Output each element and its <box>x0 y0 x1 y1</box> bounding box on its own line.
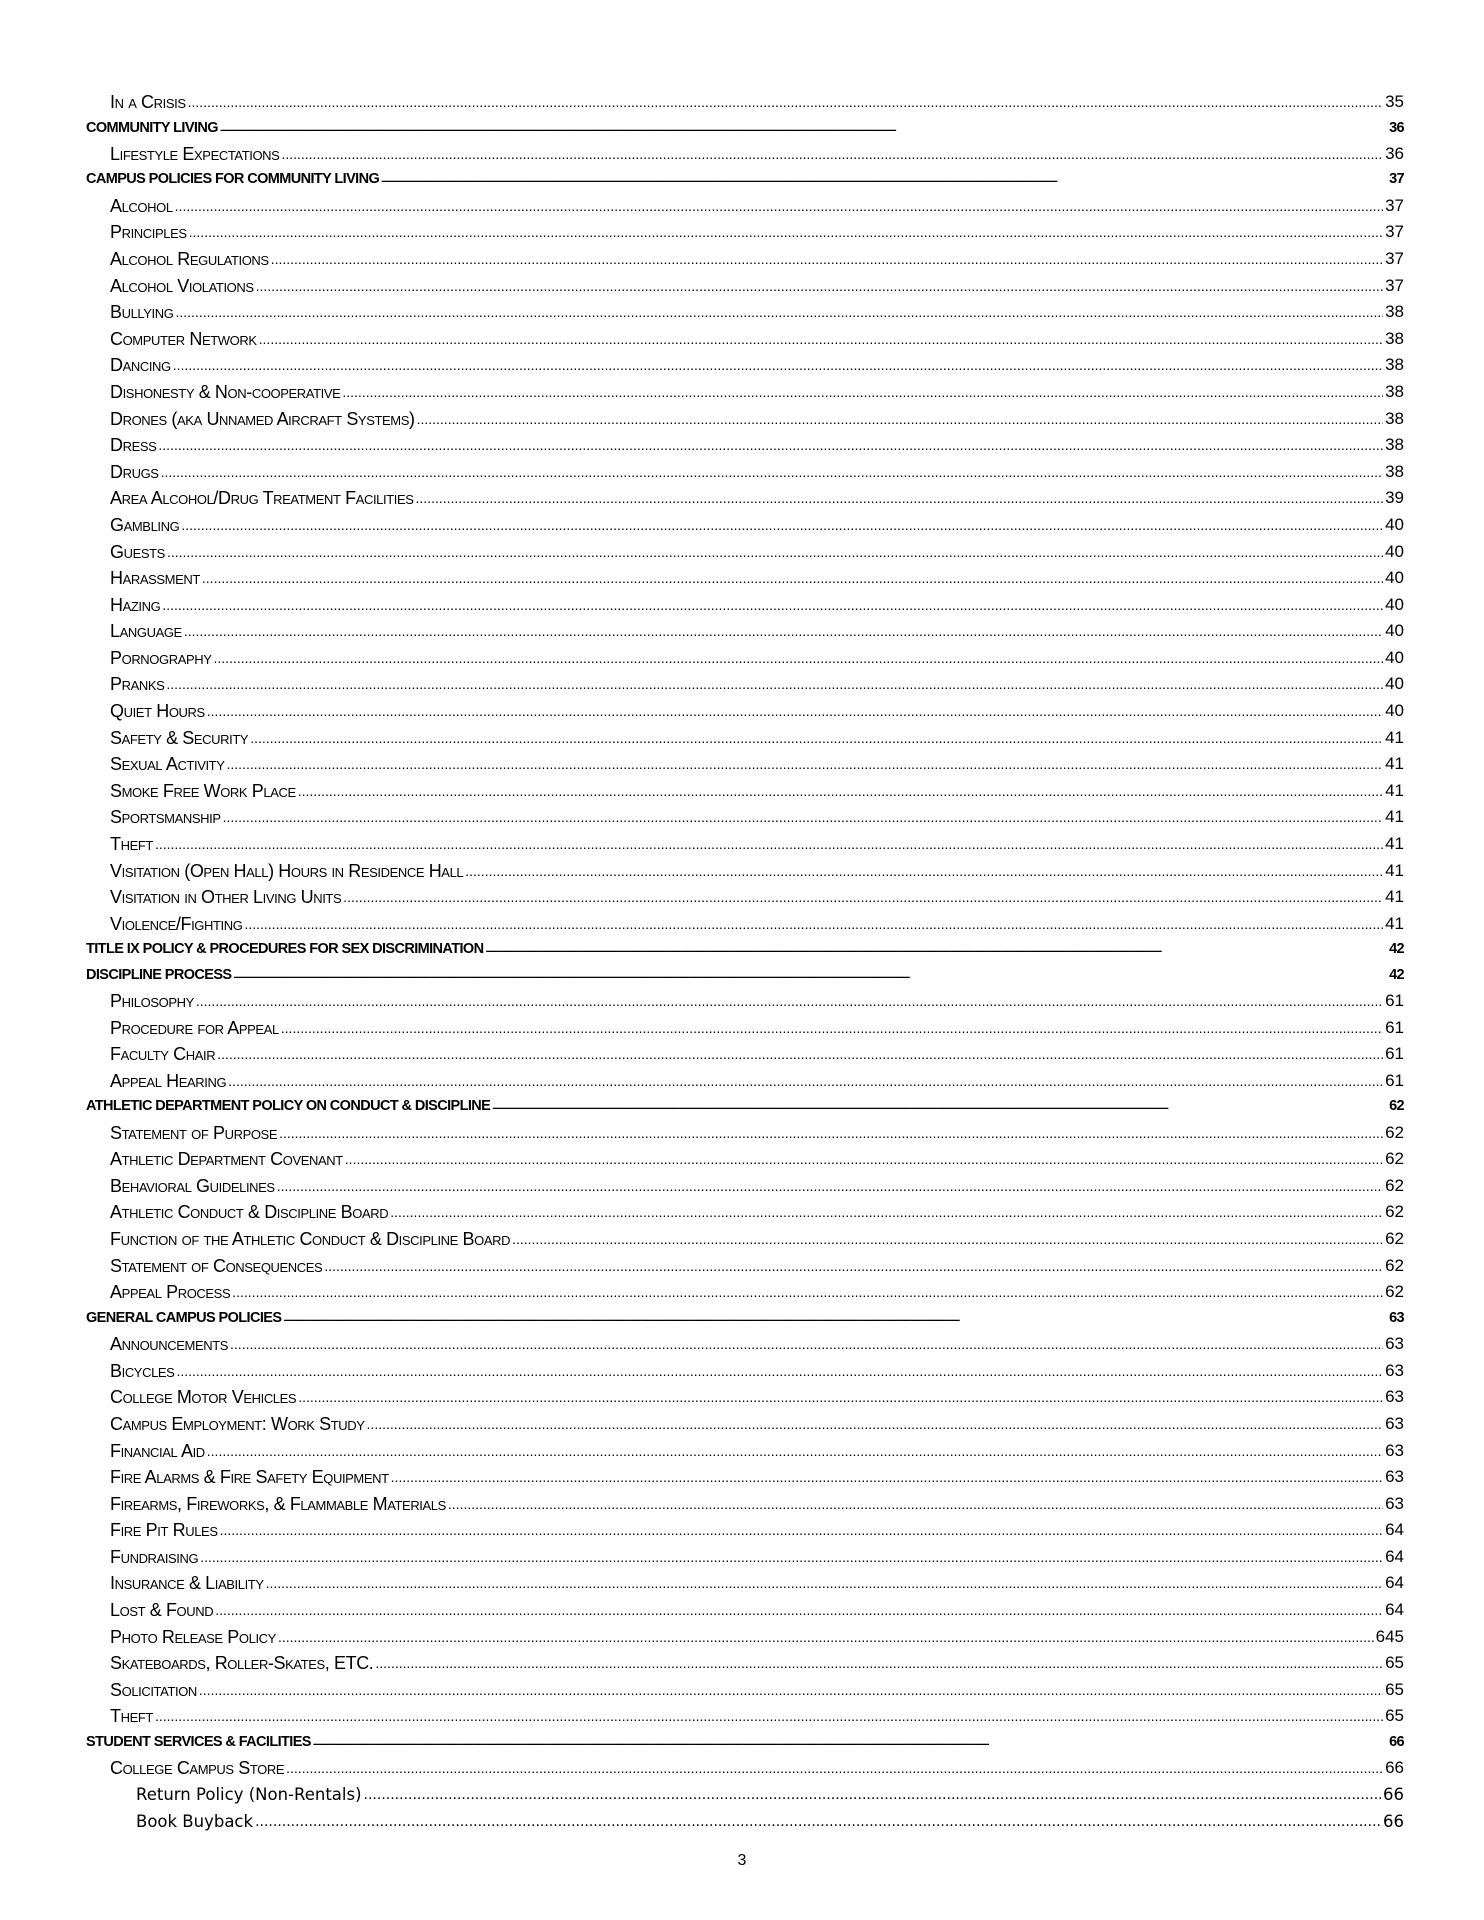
toc-entry-title: GENERAL CAMPUS POLICIES <box>86 1309 282 1326</box>
toc-entry[interactable] <box>86 273 1404 300</box>
toc-entry[interactable] <box>86 1782 1404 1809</box>
dot-leader <box>184 618 1383 645</box>
toc-entry[interactable] <box>86 1677 1404 1704</box>
dot-leader <box>375 1650 1383 1677</box>
dot-leader <box>271 246 1383 273</box>
dot-leader <box>228 1068 1383 1095</box>
dot-leader <box>181 512 1383 539</box>
toc-entry-page: 62 <box>1385 1175 1404 1195</box>
toc-entry[interactable] <box>86 645 1404 672</box>
toc-entry[interactable] <box>86 1253 1404 1280</box>
dot-leader <box>381 167 1387 192</box>
toc-entry[interactable] <box>86 1491 1404 1518</box>
toc-entry[interactable] <box>86 1120 1404 1147</box>
toc-entry-title: Area Alcohol/Drug Treatment Facilities <box>110 488 414 509</box>
dot-leader <box>283 1306 1387 1331</box>
dot-leader <box>342 379 1383 406</box>
toc-entry-title: Campus Employment: Work Study <box>110 1413 365 1434</box>
toc-entry[interactable] <box>86 988 1404 1015</box>
toc-entry-title: TITLE IX POLICY & PROCEDURES FOR SEX DISCRIMINATION <box>86 941 484 958</box>
toc-heading[interactable] <box>86 963 1404 988</box>
toc-entry-title: Alcohol Regulations <box>110 248 269 269</box>
toc-entry-title: Visitation (Open Hall) Hours in Residence Hall <box>110 860 464 881</box>
toc-entry-title: Appeal Process <box>110 1282 231 1303</box>
toc-entry-title: STUDENT SERVICES & FACILITIES <box>86 1734 311 1751</box>
toc-entry-title: Drones (aka Unnamed Aircraft Systems) <box>110 408 415 429</box>
dot-leader <box>417 406 1384 433</box>
toc-entry[interactable] <box>86 858 1404 885</box>
toc-entry-title: Gambling <box>110 514 180 535</box>
dot-leader <box>364 1782 1381 1809</box>
toc-entry-title: Statement of Purpose <box>110 1122 278 1143</box>
toc-entry-title: College Motor Vehicles <box>110 1387 297 1408</box>
dot-leader <box>227 751 1384 778</box>
toc-entry-title: Fire Pit Rules <box>110 1520 218 1541</box>
toc-entry[interactable] <box>86 352 1404 379</box>
toc-entry-page: 37 <box>1389 171 1404 188</box>
toc-entry-title: Visitation in Other Living Units <box>110 887 342 908</box>
dot-leader <box>220 1517 1383 1544</box>
toc-entry-title: Theft <box>110 1706 153 1727</box>
toc-entry[interactable] <box>86 1041 1404 1068</box>
dot-leader <box>298 1384 1383 1411</box>
toc-entry-page: 35 <box>1385 92 1404 111</box>
toc-entry-page: 38 <box>1385 355 1404 375</box>
toc-entry-page: 41 <box>1385 780 1404 800</box>
toc-entry-title: Sexual Activity <box>110 754 225 775</box>
dot-leader <box>173 352 1383 379</box>
toc-entry-title: Pranks <box>110 674 165 695</box>
toc-entry[interactable] <box>86 1331 1404 1358</box>
dot-leader <box>215 1597 1383 1624</box>
dot-leader <box>259 326 1383 353</box>
dot-leader <box>232 1279 1383 1306</box>
toc-entry-page: 64 <box>1385 1520 1404 1540</box>
toc-entry-page: 41 <box>1385 860 1404 880</box>
dot-leader <box>298 778 1383 805</box>
dot-leader <box>485 937 1387 962</box>
toc-entry[interactable] <box>86 219 1404 246</box>
toc-heading[interactable] <box>86 937 1404 962</box>
toc-entry-page: 36 <box>1385 143 1404 163</box>
toc-entry-page: 645 <box>1375 1626 1404 1646</box>
toc-entry[interactable] <box>86 539 1404 566</box>
toc-entry-title: Athletic Conduct & Discipline Board <box>110 1202 389 1223</box>
toc-entry-title: Function of the Athletic Conduct & Discipline Board <box>110 1229 511 1250</box>
toc-entry-title: Language <box>110 621 182 642</box>
dot-leader <box>161 459 1384 486</box>
dot-leader <box>367 1411 1384 1438</box>
toc-entry-page: 63 <box>1385 1387 1404 1407</box>
toc-entry-page: 38 <box>1385 408 1404 428</box>
toc-entry-page: 64 <box>1385 1546 1404 1566</box>
toc-entry-title: Computer Network <box>110 328 257 349</box>
toc-entry-title: DISCIPLINE PROCESS <box>86 966 232 983</box>
toc-entry-page: 62 <box>1385 1282 1404 1302</box>
dot-leader <box>188 89 1383 116</box>
toc-entry-title: Book Buyback <box>136 1811 254 1831</box>
toc-entry-page: 41 <box>1385 807 1404 827</box>
dot-leader <box>390 1199 1383 1226</box>
dot-leader <box>230 1331 1383 1358</box>
toc-entry-title: Appeal Hearing <box>110 1070 227 1091</box>
toc-entry-page: 62 <box>1385 1149 1404 1169</box>
toc-entry-page: 37 <box>1385 222 1404 242</box>
toc-entry-title: Financial Aid <box>110 1440 205 1461</box>
dot-leader <box>277 1173 1383 1200</box>
dot-leader <box>286 1755 1383 1782</box>
toc-entry-title: Dress <box>110 435 157 456</box>
toc-entry[interactable] <box>86 485 1404 512</box>
toc-heading[interactable] <box>86 1306 1404 1331</box>
toc-entry[interactable] <box>86 671 1404 698</box>
toc-entry[interactable] <box>86 1809 1404 1836</box>
toc-entry-page: 65 <box>1385 1706 1404 1726</box>
toc-entry[interactable] <box>86 1015 1404 1042</box>
toc-entry-title: Solicitation <box>110 1679 197 1700</box>
toc-entry-page: 41 <box>1385 727 1404 747</box>
toc-entry[interactable] <box>86 1279 1404 1306</box>
toc-entry[interactable] <box>86 406 1404 433</box>
toc-entry[interactable] <box>86 831 1404 858</box>
toc-entry[interactable] <box>86 379 1404 406</box>
toc-entry-page: 40 <box>1385 701 1404 721</box>
dot-leader <box>217 1041 1383 1068</box>
dot-leader <box>250 725 1383 752</box>
dot-leader <box>279 1120 1383 1147</box>
toc-entry-title: Return Policy (Non-Rentals) <box>136 1784 362 1804</box>
toc-entry-page: 63 <box>1385 1360 1404 1380</box>
toc-entry-title: Fire Alarms & Fire Safety Equipment <box>110 1467 389 1488</box>
dot-leader <box>492 1094 1387 1119</box>
dot-leader <box>207 1438 1383 1465</box>
toc-entry[interactable] <box>86 193 1404 220</box>
toc-entry-page: 62 <box>1385 1255 1404 1275</box>
toc-heading[interactable] <box>86 1730 1404 1755</box>
toc-entry[interactable] <box>86 1624 1404 1651</box>
toc-entry-page: 64 <box>1385 1600 1404 1620</box>
toc-entry-page: 63 <box>1385 1493 1404 1513</box>
toc-entry-title: Sportsmanship <box>110 807 221 828</box>
dot-leader <box>207 698 1383 725</box>
toc-entry[interactable] <box>86 884 1404 911</box>
toc-entry[interactable] <box>86 141 1404 168</box>
dot-leader <box>313 1730 1387 1755</box>
dot-leader <box>234 963 1388 988</box>
toc-entry-title: ATHLETIC DEPARTMENT POLICY ON CONDUCT & DISCIPLINE <box>86 1098 491 1115</box>
toc-entry-page: 42 <box>1389 966 1404 983</box>
dot-leader <box>266 1570 1383 1597</box>
toc-entry-page: 41 <box>1385 913 1404 933</box>
toc-entry-title: Bicycles <box>110 1360 175 1381</box>
toc-entry-title: Drugs <box>110 461 159 482</box>
toc-entry-page: 62 <box>1385 1202 1404 1222</box>
toc-entry-title: Athletic Department Covenant <box>110 1149 343 1170</box>
toc-entry[interactable] <box>86 1597 1404 1624</box>
toc-heading[interactable] <box>86 116 1404 141</box>
toc-entry-title: Smoke Free Work Place <box>110 780 296 801</box>
toc-heading[interactable] <box>86 167 1404 192</box>
toc-entry[interactable] <box>86 1226 1404 1253</box>
dot-leader <box>196 988 1383 1015</box>
toc-entry-title: Philosophy <box>110 991 194 1011</box>
dot-leader <box>155 831 1383 858</box>
toc-entry[interactable] <box>86 565 1404 592</box>
toc-entry-page: 63 <box>1389 1309 1404 1326</box>
dot-leader <box>512 1226 1383 1253</box>
toc-entry[interactable] <box>86 512 1404 539</box>
toc-entry-title: Quiet Hours <box>110 701 205 722</box>
toc-entry[interactable] <box>86 432 1404 459</box>
toc-entry-page: 37 <box>1385 275 1404 295</box>
toc-entry-page: 61 <box>1385 991 1404 1010</box>
dot-leader <box>281 1015 1383 1042</box>
toc-entry-title: Pornography <box>110 647 212 668</box>
toc-entry-title: Harassment <box>110 568 200 589</box>
toc-entry[interactable] <box>86 1755 1404 1782</box>
toc-entry-title: CAMPUS POLICIES FOR COMMUNITY LIVING <box>86 171 380 188</box>
toc-entry[interactable] <box>86 246 1404 273</box>
toc-entry-page: 61 <box>1385 1044 1404 1064</box>
toc-entry-page: 61 <box>1385 1017 1404 1037</box>
toc-entry[interactable] <box>86 1068 1404 1095</box>
toc-entry-page: 42 <box>1389 941 1404 958</box>
dot-leader <box>158 432 1383 459</box>
toc-entry-title: Behavioral Guidelines <box>110 1175 275 1196</box>
toc-entry-page: 66 <box>1385 1758 1404 1778</box>
toc-entry-page: 66 <box>1383 1811 1404 1831</box>
toc-entry-page: 37 <box>1385 248 1404 268</box>
toc-entry-title: Violence/Fighting <box>110 913 243 934</box>
toc-entry[interactable] <box>86 751 1404 778</box>
toc-entry[interactable] <box>86 1173 1404 1200</box>
toc-entry-page: 41 <box>1385 754 1404 774</box>
toc-entry[interactable] <box>86 1199 1404 1226</box>
toc-entry[interactable] <box>86 1544 1404 1571</box>
toc-entry-title: COMMUNITY LIVING <box>86 119 218 136</box>
toc-entry-title: Firearms, Fireworks, & Flammable Materials <box>110 1493 446 1514</box>
dot-leader <box>448 1491 1383 1518</box>
toc-entry-page: 64 <box>1385 1573 1404 1593</box>
toc-entry-page: 39 <box>1385 488 1404 508</box>
dot-leader <box>162 592 1383 619</box>
toc-entry[interactable] <box>86 1570 1404 1597</box>
dot-leader <box>345 1146 1383 1173</box>
toc-entry-title: Theft <box>110 834 153 855</box>
toc-entry-title: Faculty Chair <box>110 1044 216 1065</box>
dot-leader <box>391 1464 1383 1491</box>
toc-entry-page: 65 <box>1385 1679 1404 1699</box>
toc-entry-title: Lifestyle Expectations <box>110 143 280 164</box>
dot-leader <box>200 1544 1383 1571</box>
dot-leader <box>343 884 1383 911</box>
toc-entry-page: 37 <box>1385 195 1404 215</box>
dot-leader <box>175 193 1383 220</box>
toc-entry-title: Dancing <box>110 355 171 376</box>
dot-leader <box>189 219 1383 246</box>
toc-entry-title: Lost & Found <box>110 1600 214 1621</box>
toc-entry-page: 40 <box>1385 568 1404 588</box>
toc-entry-title: Announcements <box>110 1334 229 1355</box>
toc-entry-page: 61 <box>1385 1070 1404 1090</box>
toc-entry-page: 40 <box>1385 594 1404 614</box>
toc-entry-title: Procedure for Appeal <box>110 1017 279 1038</box>
dot-leader <box>199 1677 1383 1704</box>
dot-leader <box>278 1624 1374 1651</box>
toc-entry-title: Photo Release Policy <box>110 1626 276 1647</box>
toc-entry-title: Safety & Security <box>110 727 249 748</box>
toc-entry-page: 63 <box>1385 1467 1404 1487</box>
toc-entry-page: 62 <box>1389 1098 1404 1115</box>
toc-entry-page: 66 <box>1383 1784 1404 1804</box>
toc-entry-page: 41 <box>1385 834 1404 854</box>
dot-leader <box>223 804 1383 831</box>
toc-entry-title: Alcohol Violations <box>110 275 254 296</box>
dot-leader <box>244 911 1383 938</box>
toc-entry-title: Dishonesty & Non-cooperative <box>110 381 341 402</box>
toc-entry-title: Statement of Consequences <box>110 1255 323 1276</box>
toc-entry-page: 65 <box>1385 1653 1404 1673</box>
toc-entry[interactable] <box>86 698 1404 725</box>
toc-entry-page: 40 <box>1385 541 1404 561</box>
toc-entry-title: Insurance & Liability <box>110 1573 264 1594</box>
toc-entry-page: 40 <box>1385 621 1404 641</box>
dot-leader <box>281 141 1383 168</box>
toc-entry[interactable] <box>86 1517 1404 1544</box>
dot-leader <box>465 858 1383 885</box>
toc-entry-title: Bullying <box>110 302 174 323</box>
toc-entry[interactable] <box>86 1146 1404 1173</box>
toc-entry-title: Skateboards, Roller-Skates, ETC. <box>110 1653 374 1674</box>
dot-leader <box>166 671 1383 698</box>
toc-entry-title: In a Crisis <box>110 92 186 112</box>
dot-leader <box>202 565 1383 592</box>
toc-entry-page: 36 <box>1389 119 1404 136</box>
dot-leader <box>256 273 1383 300</box>
toc-entry[interactable] <box>86 459 1404 486</box>
table-of-contents <box>86 89 1404 1835</box>
toc-entry[interactable] <box>86 804 1404 831</box>
dot-leader <box>214 645 1384 672</box>
toc-entry-page: 40 <box>1385 674 1404 694</box>
toc-entry-page: 38 <box>1385 328 1404 348</box>
dot-leader <box>167 539 1383 566</box>
toc-entry[interactable] <box>86 1464 1404 1491</box>
toc-entry-page: 63 <box>1385 1413 1404 1433</box>
dot-leader <box>175 299 1383 326</box>
page-number: 3 <box>737 1852 747 1869</box>
toc-entry-page: 66 <box>1389 1734 1404 1751</box>
toc-entry-page: 41 <box>1385 887 1404 907</box>
toc-entry[interactable] <box>86 1650 1404 1677</box>
toc-entry-title: Hazing <box>110 594 161 615</box>
toc-entry[interactable] <box>86 1438 1404 1465</box>
toc-entry[interactable] <box>86 1411 1404 1438</box>
toc-entry[interactable] <box>86 778 1404 805</box>
dot-leader <box>255 1809 1381 1836</box>
toc-entry-page: 38 <box>1385 302 1404 322</box>
toc-entry-page: 62 <box>1385 1229 1404 1249</box>
dot-leader <box>324 1253 1383 1280</box>
toc-entry-title: Guests <box>110 541 165 562</box>
dot-leader <box>220 116 1387 141</box>
toc-heading[interactable] <box>86 1094 1404 1119</box>
toc-entry-title: Alcohol <box>110 195 173 216</box>
toc-entry[interactable] <box>86 1384 1404 1411</box>
toc-entry[interactable] <box>86 592 1404 619</box>
toc-entry[interactable] <box>86 725 1404 752</box>
toc-entry-page: 38 <box>1385 435 1404 455</box>
toc-entry[interactable] <box>86 326 1404 353</box>
toc-entry[interactable] <box>86 618 1404 645</box>
toc-entry-page: 38 <box>1385 461 1404 481</box>
toc-entry-title: Fundraising <box>110 1546 199 1567</box>
toc-entry-page: 63 <box>1385 1334 1404 1354</box>
toc-entry[interactable] <box>86 299 1404 326</box>
toc-entry-page: 63 <box>1385 1440 1404 1460</box>
dot-leader <box>176 1358 1383 1385</box>
dot-leader <box>155 1703 1383 1730</box>
toc-entry-page: 40 <box>1385 647 1404 667</box>
toc-entry[interactable] <box>86 911 1404 938</box>
toc-entry-title: Principles <box>110 222 187 243</box>
toc-entry[interactable] <box>86 1703 1404 1730</box>
toc-entry-page: 62 <box>1385 1122 1404 1142</box>
toc-entry[interactable] <box>86 89 1404 116</box>
toc-entry[interactable] <box>86 1358 1404 1385</box>
toc-entry-page: 40 <box>1385 514 1404 534</box>
toc-entry-page: 38 <box>1385 381 1404 401</box>
toc-entry-title: College Campus Store <box>110 1758 285 1779</box>
dot-leader <box>416 485 1384 512</box>
